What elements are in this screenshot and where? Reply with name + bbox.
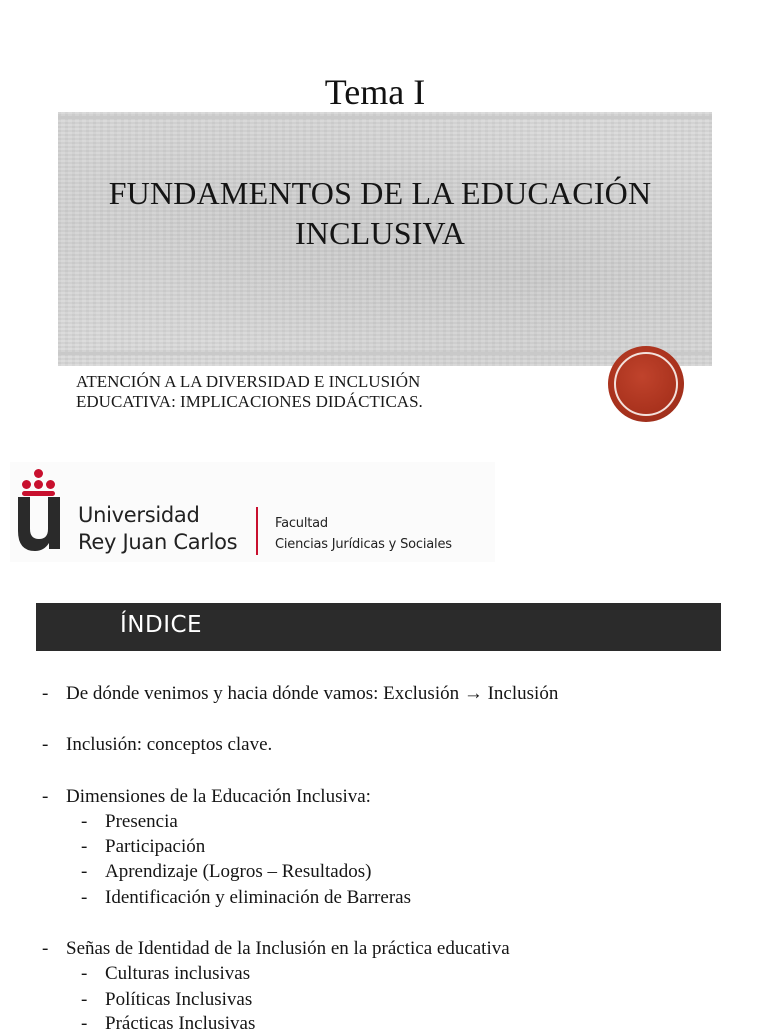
university-name-line-2: Rey Juan Carlos — [78, 530, 238, 554]
bullet-dash: - — [42, 786, 49, 807]
logo-dot-icon — [34, 469, 43, 478]
logo-dot-icon — [46, 480, 55, 489]
index-item-text: Dimensiones de la Educación Inclusiva: — [66, 786, 371, 807]
faculty-label: Facultad — [275, 516, 328, 531]
logo-dot-icon — [34, 480, 43, 489]
index-subitem-text: Presencia — [105, 811, 178, 832]
index-subitem-text: Culturas inclusivas — [105, 963, 251, 984]
index-subitem-text: Identificación y eliminación de Barreras — [105, 887, 411, 908]
slide-title: Tema I — [324, 72, 426, 112]
bullet-dash: - — [42, 734, 49, 755]
index-item-text: Señas de Identidad de la Inclusión en la práctica educativa — [66, 938, 510, 959]
index-item-text: De dónde venimos y hacia dónde vamos: Exclusión → Inclusión — [66, 683, 559, 704]
bullet-dash: - — [81, 989, 88, 1010]
bullet-dash: - — [81, 811, 88, 832]
banner-title-line-2: INCLUSIVA — [294, 215, 466, 251]
bullet-dash: - — [81, 887, 88, 908]
bullet-dash: - — [81, 1013, 88, 1034]
subtitle-line-1: ATENCIÓN A LA DIVERSIDAD E INCLUSIÓN — [76, 372, 421, 391]
banner-title-line-1: FUNDAMENTOS DE LA EDUCACIÓN — [108, 175, 652, 211]
index-item-text: Inclusión: conceptos clave. — [66, 734, 273, 755]
index-subitem-text: Prácticas Inclusivas — [105, 1013, 256, 1034]
bullet-dash: - — [42, 938, 49, 959]
index-subitem-text: Aprendizaje (Logros – Resultados) — [105, 861, 372, 882]
bullet-dash: - — [42, 683, 49, 704]
bullet-dash: - — [81, 836, 88, 857]
bullet-dash: - — [81, 861, 88, 882]
logo-u-icon — [18, 493, 60, 551]
banner-bottom-line — [58, 352, 712, 355]
banner-title — [70, 173, 690, 253]
university-name-line-1: Universidad — [78, 503, 200, 527]
index-subitem-text: Participación — [105, 836, 206, 857]
slide-subtitle — [76, 372, 506, 412]
banner-top-line — [58, 116, 712, 119]
index-title: ÍNDICE — [120, 612, 203, 638]
faculty-name: Ciencias Jurídicas y Sociales — [275, 537, 452, 552]
seal-ring — [614, 352, 678, 416]
bullet-dash: - — [81, 963, 88, 984]
decorative-seal-icon — [608, 346, 684, 422]
index-subitem-text: Políticas Inclusivas — [105, 989, 253, 1010]
subtitle-line-2: EDUCATIVA: IMPLICACIONES DIDÁCTICAS. — [76, 392, 423, 411]
logo-divider — [256, 507, 258, 555]
logo-dot-icon — [22, 480, 31, 489]
